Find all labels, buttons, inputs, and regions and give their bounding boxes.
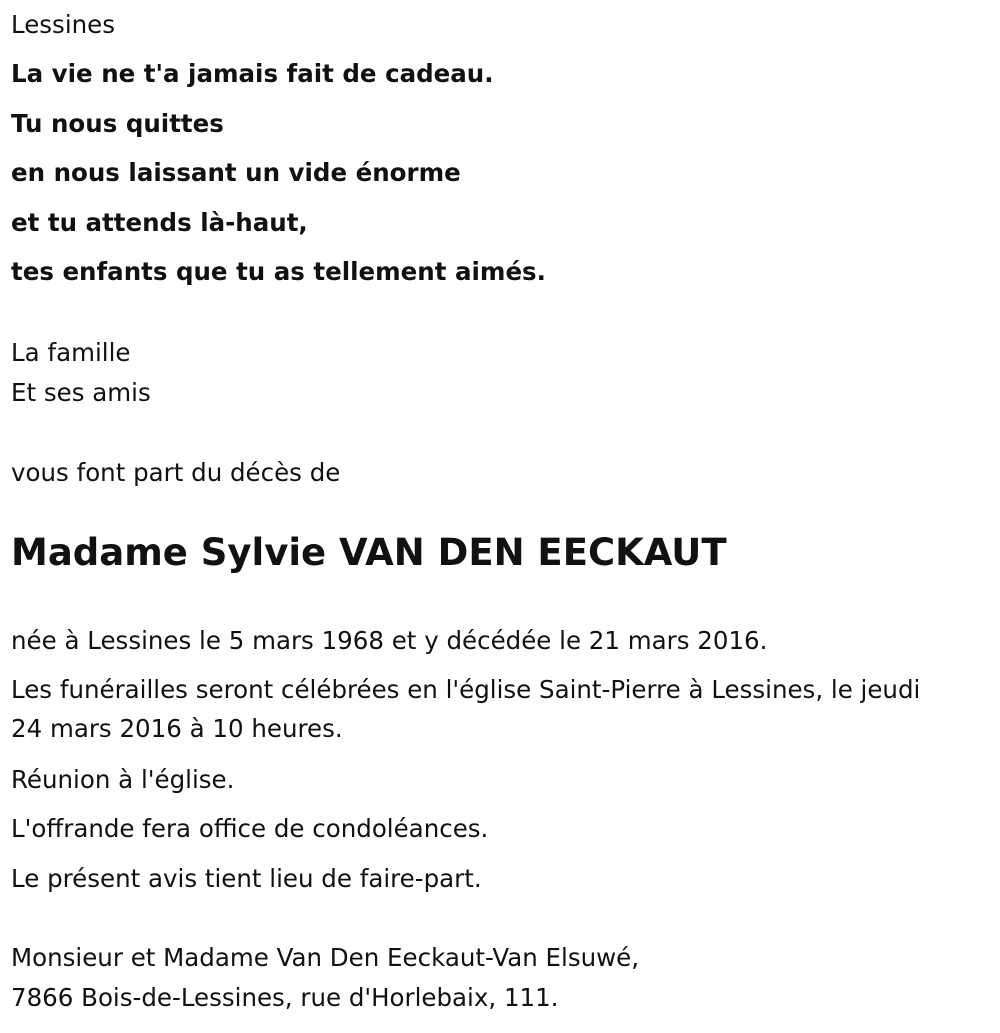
place-label: Lessines xyxy=(11,10,115,39)
contact-name: Monsieur et Madame Van Den Eeckaut-Van Elsuwé, xyxy=(11,943,640,972)
contact-address: 7866 Bois-de-Lessines, rue d'Horlebaix, 111. xyxy=(11,983,559,1012)
poem-line-2: Tu nous quittes xyxy=(11,109,224,138)
funeral-text-line-2: 24 mars 2016 à 10 heures. xyxy=(11,714,343,743)
deceased-name: Madame Sylvie VAN DEN EECKAUT xyxy=(11,531,727,574)
poem-line-3: en nous laissant un vide énorme xyxy=(11,158,461,187)
poem-line-1: La vie ne t'a jamais fait de cadeau. xyxy=(11,59,494,88)
reunion-text: Réunion à l'église. xyxy=(11,765,235,794)
family-line-1: La famille xyxy=(11,338,131,367)
poem-line-5: tes enfants que tu as tellement aimés. xyxy=(11,257,546,286)
announcement-text: vous font part du décès de xyxy=(11,458,341,487)
family-line-2: Et ses amis xyxy=(11,378,151,407)
notice-text: Le présent avis tient lieu de faire-part. xyxy=(11,864,482,893)
poem-line-4: et tu attends là-haut, xyxy=(11,208,308,237)
offering-text: L'offrande fera office de condoléances. xyxy=(11,814,489,843)
funeral-text-line-1: Les funérailles seront célébrées en l'église Saint-Pierre à Lessines, le jeudi xyxy=(11,675,921,704)
birth-death-text: née à Lessines le 5 mars 1968 et y décédée le 21 mars 2016. xyxy=(11,626,768,655)
